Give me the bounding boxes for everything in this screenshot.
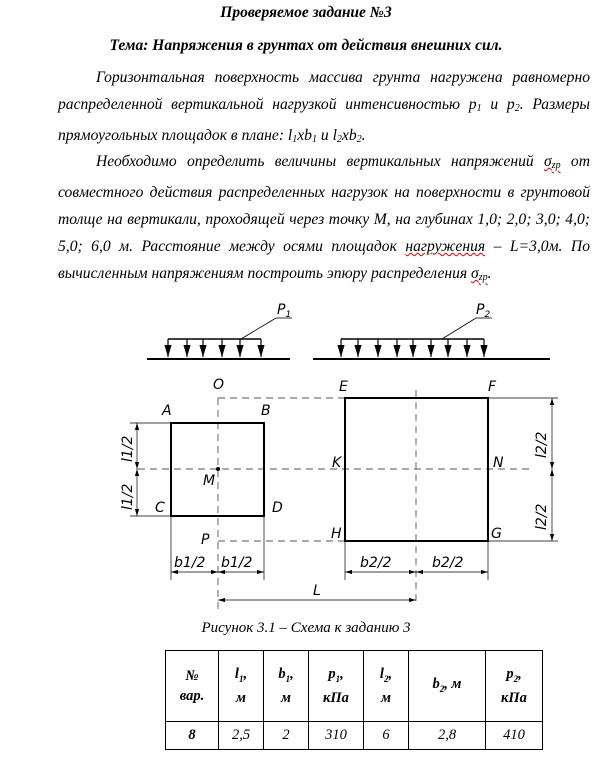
text-segment: и p	[481, 96, 515, 113]
header-symbol: b	[432, 675, 440, 692]
text-segment: 2	[514, 103, 520, 114]
header-unit: м	[236, 690, 246, 707]
table-cell: 2,5	[219, 722, 264, 750]
text-segment: zp	[551, 160, 561, 171]
label-b: B	[261, 403, 271, 419]
text-segment: – L=3,0м. По вычисленным напряжениям построить эпюру распределения	[58, 238, 590, 282]
dim-l2-upper: l2/2	[534, 431, 550, 458]
header-unit: кПа	[501, 690, 527, 707]
text-segment: 1	[311, 134, 317, 145]
label-o: O	[213, 377, 225, 393]
header-sub: 1	[285, 673, 291, 684]
table-row	[166, 722, 543, 750]
text-segment: 2	[336, 134, 342, 145]
text-segment: 1	[476, 103, 482, 114]
table-header-cell	[309, 651, 364, 722]
load-p2	[313, 318, 550, 359]
header-sub: 2	[383, 673, 389, 684]
variant-table	[165, 650, 543, 750]
header-sub: 1	[238, 673, 244, 684]
point-labels	[155, 377, 504, 548]
text-segment: xb	[341, 127, 357, 144]
header-symbol: l	[379, 665, 384, 682]
dim-l2-lower: l2/2	[534, 503, 550, 530]
header-unit: м	[281, 690, 291, 707]
header-sep: ,	[388, 665, 393, 682]
header-symbol: p	[506, 665, 514, 682]
table-header-cell	[486, 651, 543, 722]
label-m: M	[203, 473, 216, 489]
table-header-row	[166, 651, 543, 722]
figure-caption: Рисунок 3.1 – Схема к заданию 3	[201, 620, 411, 636]
load-p1-label: $P_1$	[277, 302, 292, 320]
text-segment: и l	[316, 127, 337, 144]
text-segment: Горизонтальная поверхность массива грунта нагружена равномерно распределенной вертикальной нагрузкой интенсивностью p	[58, 69, 590, 113]
header-line: вар.	[179, 688, 205, 704]
text-segment: . Размеры прямоугольных площадок в плане: l	[58, 96, 590, 144]
label-g: G	[491, 526, 502, 542]
point-m	[216, 467, 220, 471]
load-p2-label: $P_2$	[476, 302, 491, 320]
label-f: F	[488, 379, 497, 395]
text-segment: .	[487, 265, 492, 282]
header-symbol: b	[278, 665, 286, 682]
text-segment: σ	[471, 265, 479, 282]
text-segment: Необходимо определить величины вертикальных напряжений	[96, 153, 545, 170]
text-segment: 1	[292, 134, 298, 145]
header-sep: ,	[518, 665, 522, 682]
table-header-cell	[166, 651, 219, 722]
label-h: H	[331, 526, 342, 542]
table-cell: 6	[364, 722, 409, 750]
table-cell: 8	[166, 722, 219, 750]
dim-b2-right: b2/2	[432, 555, 464, 571]
table-header-cell	[364, 651, 409, 722]
header-unit: м	[381, 690, 391, 707]
text-segment: zp	[478, 272, 488, 283]
table-cell: 310	[309, 722, 364, 750]
header-sep: ,	[243, 665, 248, 682]
text-segment: xb	[297, 127, 312, 144]
header-sub: 2	[439, 683, 445, 694]
label-a: A	[162, 403, 172, 419]
label-e: E	[339, 379, 348, 395]
label-n: N	[493, 455, 504, 471]
text-segment: от совместного действия распределенных нагрузок на поверхности в грунтовой толще на вертикали, проходящей через точку М, на глубинах 1,0; 2,0; 3,0; 4,0; 5,0; 6,0 м. Расстояние между осями площадок	[58, 153, 590, 255]
area-efgh	[345, 398, 488, 541]
load-p1	[147, 318, 292, 359]
header-sep: ,	[340, 665, 344, 682]
dim-b2-left: b2/2	[360, 555, 392, 571]
header-sub: 1	[335, 673, 341, 684]
dim-l1-upper: l1/2	[120, 435, 136, 462]
text-segment: σ	[544, 153, 552, 170]
text-segment: .	[361, 127, 366, 144]
topic-heading: Тема: Напряжения в грунтах от действия внешних сил.	[109, 37, 503, 54]
dim-l1-lower: l1/2	[120, 483, 136, 510]
table-cell: 2,8	[409, 722, 486, 750]
header-line: №	[185, 668, 199, 684]
table-cell: 410	[486, 722, 543, 750]
label-k: K	[332, 455, 342, 471]
header-sep: , м	[444, 675, 462, 692]
label-c: C	[155, 500, 165, 516]
dim-b1-left: b1/2	[174, 555, 206, 571]
table-cell: 2	[264, 722, 309, 750]
header-symbol: l	[234, 665, 239, 682]
label-p: P	[201, 532, 210, 548]
table-header-cell	[219, 651, 264, 722]
dim-b1-right: b1/2	[221, 555, 253, 571]
assignment-heading: Проверяемое задание №3	[220, 4, 392, 21]
label-d: D	[272, 500, 283, 516]
header-unit: кПа	[323, 690, 349, 707]
table-header-cell	[264, 651, 309, 722]
table-header-cell	[409, 651, 486, 722]
header-sub: 2	[513, 673, 519, 684]
dim-l: L	[313, 583, 321, 599]
text-segment: нагружения	[405, 238, 486, 255]
header-symbol: p	[328, 665, 336, 682]
text-segment: 2	[356, 134, 362, 145]
header-sep: ,	[290, 665, 294, 682]
